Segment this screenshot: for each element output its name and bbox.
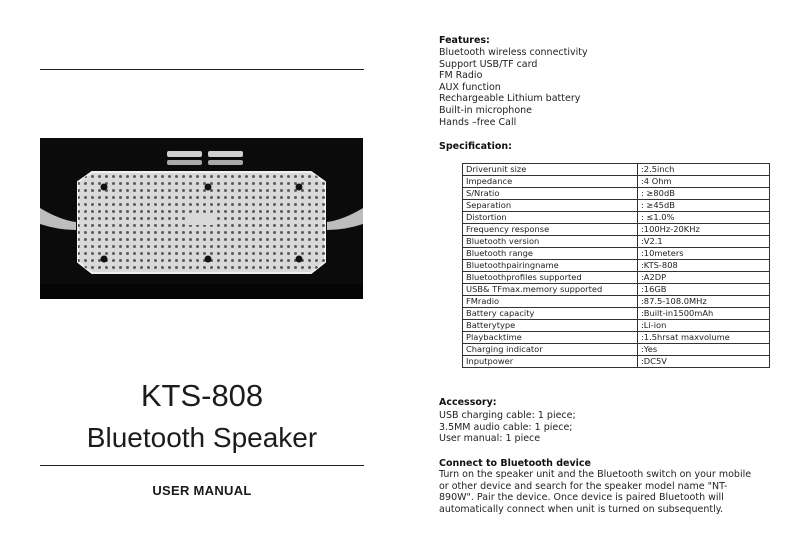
- spec-label: Bluetoothpairingname: [463, 260, 638, 272]
- spec-value: :100Hz-20KHz: [638, 224, 770, 236]
- table-row: [463, 332, 770, 344]
- spec-label: Separation: [463, 200, 638, 212]
- feature-item: Rechargeable Lithium battery: [439, 93, 581, 105]
- spec-value: :V2.1: [638, 236, 770, 248]
- table-row: [463, 164, 770, 176]
- feature-item: Built-in microphone: [439, 104, 533, 116]
- spec-label: Battery capacity: [463, 308, 638, 320]
- spec-label: Inputpower: [463, 356, 638, 368]
- spec-label: Bluetooth range: [463, 248, 638, 260]
- spec-value: :16GB: [638, 284, 770, 296]
- table-row: [463, 176, 770, 188]
- specification-table: [462, 163, 770, 368]
- product-model-title: KTS-808: [140, 378, 264, 413]
- spec-value: :10meters: [638, 248, 770, 260]
- spec-label: USB& TFmax.memory supported: [463, 284, 638, 296]
- top-divider: [40, 69, 364, 70]
- table-row: [463, 260, 770, 272]
- table-row: [463, 272, 770, 284]
- spec-value: : ≥80dB: [638, 188, 770, 200]
- spec-label: S/Nratio: [463, 188, 638, 200]
- table-row: [463, 320, 770, 332]
- bottom-divider: [40, 465, 364, 466]
- table-row: [463, 284, 770, 296]
- table-row: [463, 188, 770, 200]
- feature-item: AUX function: [439, 81, 501, 93]
- spec-value: :A2DP: [638, 272, 770, 284]
- table-row: [463, 248, 770, 260]
- spec-value: : ≥45dB: [638, 200, 770, 212]
- feature-item: Support USB/TF card: [439, 58, 538, 70]
- table-row: [463, 212, 770, 224]
- spec-value: :KTS-808: [638, 260, 770, 272]
- table-row: [463, 224, 770, 236]
- features-list: [439, 47, 588, 128]
- connect-bluetooth-heading: Connect to Bluetooth device: [439, 458, 591, 469]
- table-row: [463, 236, 770, 248]
- table-row: [463, 200, 770, 212]
- spec-value: :87.5-108.0MHz: [638, 296, 770, 308]
- spec-label: Driverunit size: [463, 164, 638, 176]
- spec-label: Playbacktime: [463, 332, 638, 344]
- accessory-item: 3.5MM audio cable: 1 piece;: [439, 421, 573, 433]
- spec-label: Bluetooth version: [463, 236, 638, 248]
- spec-label: Impedance: [463, 176, 638, 188]
- table-row: [463, 356, 770, 368]
- spec-label: Distortion: [463, 212, 638, 224]
- spec-value: :4 Ohm: [638, 176, 770, 188]
- spec-value: :2.5inch: [638, 164, 770, 176]
- spec-label: Batterytype: [463, 320, 638, 332]
- feature-item: FM Radio: [439, 70, 483, 82]
- spec-value: :DC5V: [638, 356, 770, 368]
- table-row: [463, 296, 770, 308]
- spec-value: :1.5hrsat maxvolume: [638, 332, 770, 344]
- specification-heading: Specification:: [439, 141, 512, 152]
- spec-value: :Li-ion: [638, 320, 770, 332]
- spec-value: :Built-in1500mAh: [638, 308, 770, 320]
- spec-label: Frequency response: [463, 224, 638, 236]
- accessory-item: User manual: 1 piece: [439, 433, 541, 445]
- features-heading: Features:: [439, 35, 490, 46]
- connect-bluetooth-instructions: Turn on the speaker unit and the Bluetooth switch on your mobile or other device and search for the speaker model name "NT-890W". Pair the device. Once device is paired Bluetooth will automatically connect when unit is turned on subsequently.: [439, 469, 752, 515]
- accessory-item: USB charging cable: 1 piece;: [439, 410, 576, 421]
- user-manual-label: USER MANUAL: [152, 483, 252, 498]
- table-row: [463, 344, 770, 356]
- spec-label: Charging indicator: [463, 344, 638, 356]
- accessory-heading: Accessory:: [439, 397, 497, 408]
- product-subtitle: Bluetooth Speaker: [86, 422, 318, 453]
- speaker-product-photo: [40, 138, 363, 299]
- spec-value: :Yes: [638, 344, 770, 356]
- spec-label: FMradio: [463, 296, 638, 308]
- spec-label: Bluetoothprofiles supported: [463, 272, 638, 284]
- feature-item: Hands –free Call: [439, 116, 517, 128]
- feature-item: Bluetooth wireless connectivity: [439, 47, 588, 58]
- spec-value: : ≤1.0%: [638, 212, 770, 224]
- accessory-list: [439, 410, 576, 445]
- table-row: [463, 308, 770, 320]
